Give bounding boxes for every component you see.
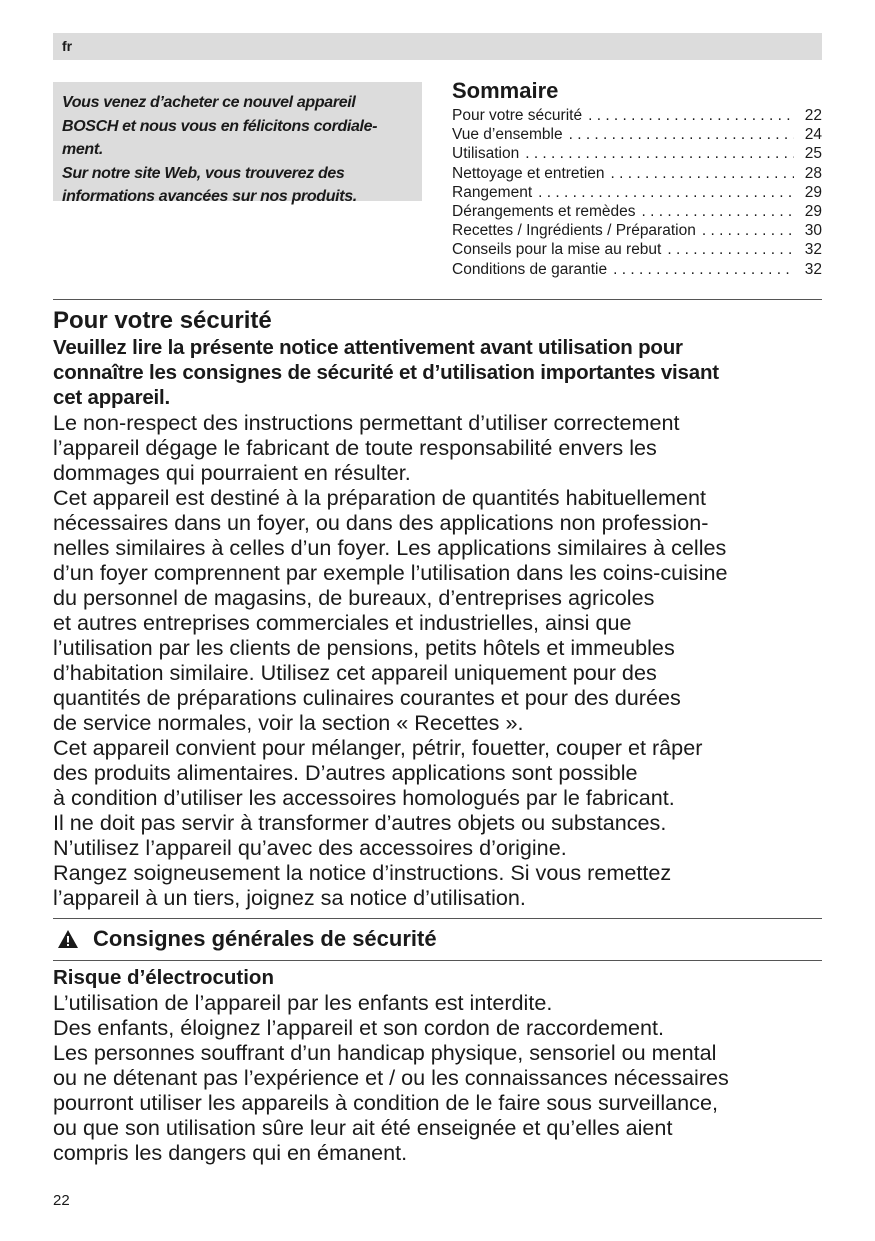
toc-item-label: Rangement xyxy=(452,183,533,201)
intro-line: BOSCH et nous vous en félicitons cordiale- xyxy=(62,117,378,135)
toc-item[interactable] xyxy=(452,144,822,163)
section-divider xyxy=(53,960,822,961)
general-safety-heading xyxy=(57,925,437,953)
toc-item[interactable] xyxy=(452,125,822,144)
toc-item[interactable] xyxy=(452,221,822,240)
body-line: Rangez soigneusement la notice d’instructions. Si vous remettez xyxy=(53,860,672,885)
toc-item-label: Dérangements et remèdes xyxy=(452,203,636,221)
body-line: L’utilisation de l’appareil par les enfants est interdite. xyxy=(53,990,553,1015)
intro-box xyxy=(53,82,422,205)
body-line: Cet appareil est destiné à la préparation de quantités habituellement xyxy=(53,485,707,510)
body-line: d’habitation similaire. Utilisez cet appareil uniquement pour des xyxy=(53,660,657,685)
toc-item-page: 29 xyxy=(804,203,822,221)
warning-icon xyxy=(57,929,79,949)
language-bar xyxy=(53,33,822,60)
section-subtitle-line: connaître les consignes de sécurité et d’utilisation importantes visant xyxy=(53,361,719,384)
toc-item-page: 29 xyxy=(804,183,822,201)
toc-item-page: 32 xyxy=(804,260,822,278)
section-divider xyxy=(53,299,822,300)
body-line: à condition d’utiliser les accessoires homologués par le fabricant. xyxy=(53,785,675,810)
toc-item-page: 25 xyxy=(804,145,822,163)
body-line: et autres entreprises commerciales et industrielles, ainsi que xyxy=(53,610,632,635)
toc-item-label: Conseils pour la mise au rebut xyxy=(452,241,662,259)
intro-line: Vous venez d’acheter ce nouvel appareil xyxy=(62,94,356,111)
toc-item[interactable] xyxy=(452,240,822,259)
risk-title: Risque d’électrocution xyxy=(53,966,274,989)
body-line: quantités de préparations culinaires courantes et pour des durées xyxy=(53,685,681,710)
toc-item[interactable] xyxy=(452,260,822,279)
body-line: des produits alimentaires. D’autres applications sont possible xyxy=(53,760,638,785)
toc-item[interactable] xyxy=(452,106,822,125)
intro-line: informations avancées sur nos produits. xyxy=(62,188,357,205)
table-of-contents xyxy=(452,78,822,279)
body-line: Des enfants, éloignez l’appareil et son cordon de raccordement. xyxy=(53,1015,664,1040)
language-label: fr xyxy=(62,38,73,54)
general-safety-title: Consignes générales de sécurité xyxy=(93,926,437,951)
body-line: nelles similaires à celles d’un foyer. Les applications similaires à celles xyxy=(53,535,727,560)
body-line: de service normales, voir la section « Recettes ». xyxy=(53,710,524,735)
body-line: l’utilisation par les clients de pensions, petits hôtels et immeubles xyxy=(53,635,675,660)
body-line: Cet appareil convient pour mélanger, pétrir, fouetter, couper et râper xyxy=(53,735,703,760)
body-line: Les personnes souffrant d’un handicap physique, sensoriel ou mental xyxy=(53,1040,717,1065)
body-line: du personnel de magasins, de bureaux, d’entreprises agricoles xyxy=(53,585,655,610)
toc-item-label: Nettoyage et entretien xyxy=(452,164,605,182)
body-line: ou ne détenant pas l’expérience et / ou les connaissances nécessaires xyxy=(53,1065,729,1090)
toc-item-label: Vue d’ensemble xyxy=(452,126,563,144)
section-divider xyxy=(53,918,822,919)
body-line: N’utilisez l’appareil qu’avec des accessoires d’origine. xyxy=(53,835,567,860)
body-line: compris les dangers qui en émanent. xyxy=(53,1140,408,1165)
body-line: Le non-respect des instructions permettant d’utiliser correctement xyxy=(53,410,680,435)
toc-item-page: 30 xyxy=(804,222,822,240)
toc-item-page: 22 xyxy=(804,107,822,124)
toc-item-label: Utilisation xyxy=(452,145,520,163)
toc-item-label: Recettes / Ingrédients / Préparation xyxy=(452,222,696,240)
toc-item-page: 28 xyxy=(804,164,822,182)
general-safety-section xyxy=(53,965,825,1165)
body-line: ou que son utilisation sûre leur ait été enseignée et qu’elles aient xyxy=(53,1115,673,1140)
body-line: l’appareil dégage le fabricant de toute responsabilité envers les xyxy=(53,435,657,460)
intro-line: Sur notre site Web, vous trouverez des xyxy=(62,164,345,182)
body-line: nécessaires dans un foyer, ou dans des applications non profession- xyxy=(53,510,709,535)
body-line: pourront utiliser les appareils à condition de le faire sous surveillance, xyxy=(53,1090,718,1115)
toc-item[interactable] xyxy=(452,183,822,202)
body-line: Il ne doit pas servir à transformer d’autres objets ou substances. xyxy=(53,810,667,835)
section-subtitle-line: Veuillez lire la présente notice attentivement avant utilisation pour xyxy=(53,336,683,359)
section-title: Pour votre sécurité xyxy=(53,307,272,334)
toc-item-label: Conditions de garantie xyxy=(452,260,608,278)
toc-item-label: Pour votre sécurité xyxy=(452,107,583,124)
body-line: d’un foyer comprennent par exemple l’utilisation dans les coins-cuisine xyxy=(53,560,728,585)
body-line: dommages qui pourraient en résulter. xyxy=(53,460,411,485)
toc-item[interactable] xyxy=(452,164,822,183)
safety-section xyxy=(53,307,825,910)
toc-item-page: 32 xyxy=(804,241,822,259)
toc-item-page: 24 xyxy=(804,126,822,144)
section-subtitle-line: cet appareil. xyxy=(53,386,171,409)
toc-title: Sommaire xyxy=(452,78,559,103)
intro-line: ment. xyxy=(62,141,103,158)
body-line: l’appareil à un tiers, joignez sa notice d’utilisation. xyxy=(53,885,526,910)
toc-item[interactable] xyxy=(452,202,822,221)
page-number: 22 xyxy=(53,1192,70,1209)
